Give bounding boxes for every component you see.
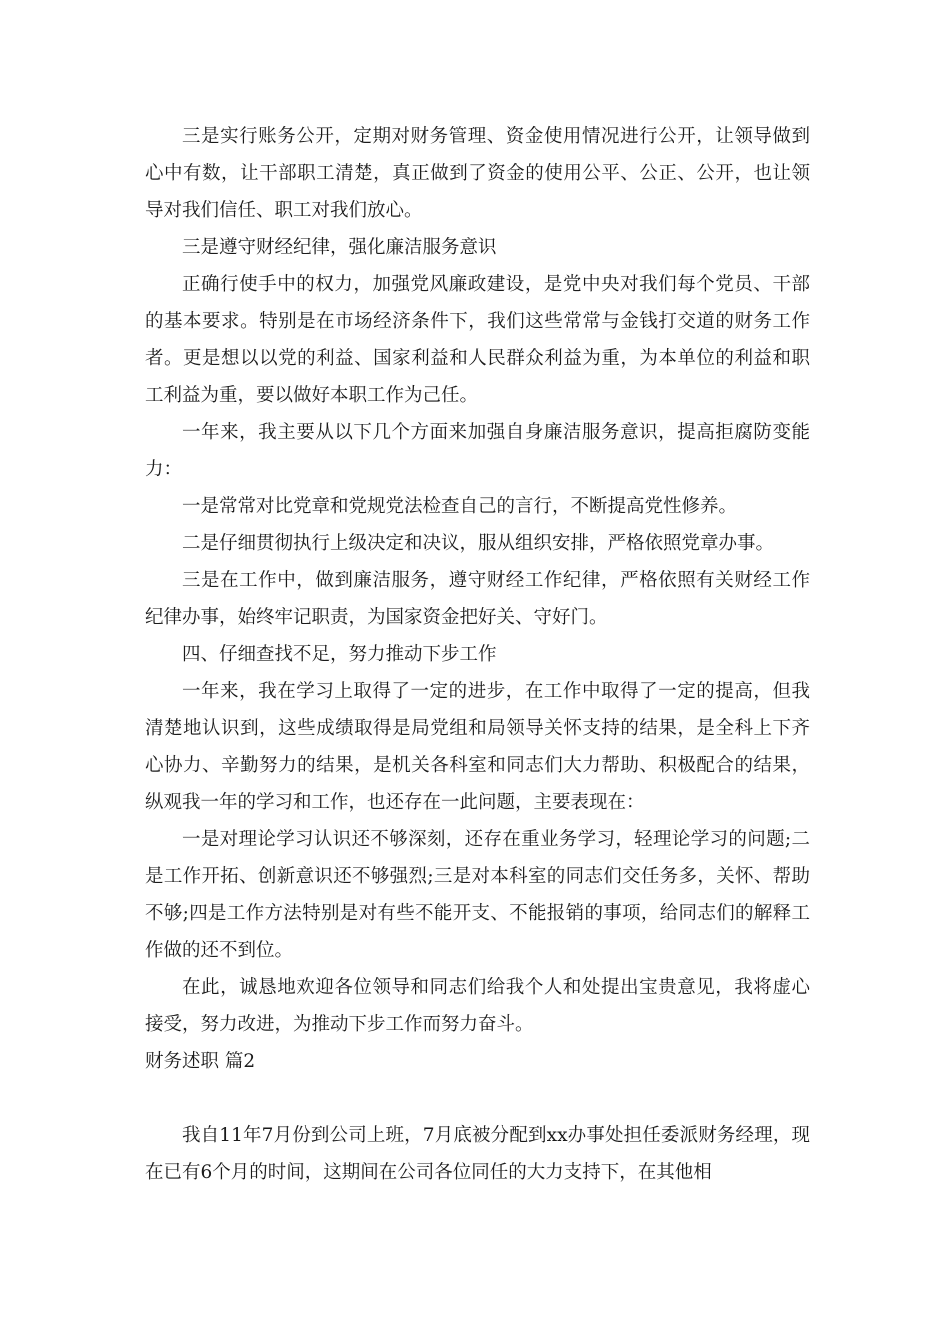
paragraph: 四、仔细查找不足，努力推动下步工作 <box>182 644 497 665</box>
paragraph: 一年来，我在学习上取得了一定的进步，在工作中取得了一定的提高，但我清楚地认识到，这些成绩取得是局党组和局领导关怀支持的结果，是全科上下齐心协力、辛勤努力的结果，是机关各科室和同志们大力帮助、积极配合的结果，纵观我一年的学习和工作，也还存在一此问题，主要表现在： <box>145 681 810 813</box>
paragraph: 一年来，我主要从以下几个方面来加强自身廉洁服务意识，提高拒腐防变能力： <box>145 422 810 480</box>
section-heading: 财务述职 篇2 <box>145 1051 256 1072</box>
paragraph: 正确行使手中的权力，加强党风廉政建设，是党中央对我们每个党员、干部的基本要求。特别是在市场经济条件下，我们这些常常与金钱打交道的财务工作者。更是想以以党的利益、国家利益和人民群众利益为重，为本单位的利益和职工利益为重，要以做好本职工作为己任。 <box>145 274 810 406</box>
paragraph: 一是对理论学习认识还不够深刻，还存在重业务学习，轻理论学习的问题;二是工作开拓、创新意识还不够强烈;三是对本科室的同志们交任务多，关怀、帮助不够;四是工作方法特别是对有些不能开支、不能报销的事项，给同志们的解释工作做的还不到位。 <box>145 829 810 961</box>
paragraph: 在此，诚恳地欢迎各位领导和同志们给我个人和处提出宝贵意见，我将虚心接受，努力改进，为推动下步工作而努力奋斗。 <box>145 977 810 1035</box>
paragraph: 三是遵守财经纪律，强化廉洁服务意识 <box>182 237 497 258</box>
document-body <box>145 118 810 1191</box>
paragraph: 我自11年7月份到公司上班，7月底被分配到xx办事处担任委派财务经理，现在已有6个月的时间，这期间在公司各位同任的大力支持下，在其他相 <box>145 1125 810 1183</box>
paragraph: 一是常常对比党章和党规党法检查自己的言行，不断提高党性修养。 <box>182 496 738 517</box>
paragraph: 三是在工作中，做到廉洁服务，遵守财经工作纪律，严格依照有关财经工作纪律办事，始终牢记职责，为国家资金把好关、守好门。 <box>145 570 810 628</box>
paragraph: 三是实行账务公开，定期对财务管理、资金使用情况进行公开，让领导做到心中有数，让干部职工清楚，真正做到了资金的使用公平、公正、公开，也让领导对我们信任、职工对我们放心。 <box>145 126 810 221</box>
blank-line <box>145 1080 810 1117</box>
paragraph: 二是仔细贯彻执行上级决定和决议，服从组织安排，严格依照党章办事。 <box>182 533 775 554</box>
